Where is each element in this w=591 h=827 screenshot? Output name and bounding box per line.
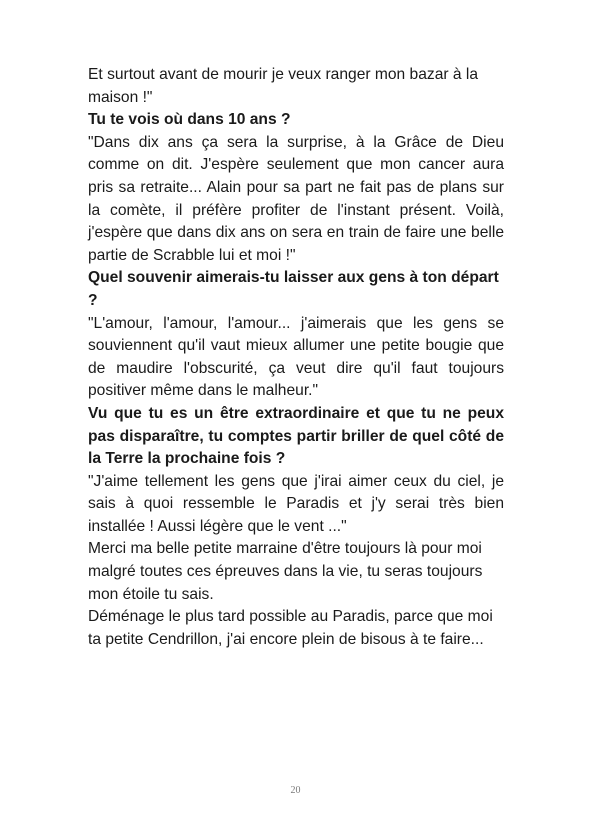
closing-paragraph: Déménage le plus tard possible au Paradis, parce que moi ta petite Cendrillon, j'ai encore plein de bisous à te faire... <box>88 608 493 648</box>
closing-paragraph: Merci ma belle petite marraine d'être toujours là pour moi malgré toutes ces épreuves dans la vie, tu seras toujours mon étoile tu sais. <box>88 540 483 603</box>
text-body <box>88 64 504 651</box>
answer-paragraph: Et surtout avant de mourir je veux ranger mon bazar à la maison !" <box>88 66 479 106</box>
question-heading: Vu que tu es un être extraordinaire et que tu ne peux pas disparaître, tu comptes partir briller de quel côté de la Terre la prochaine fois ? <box>88 404 504 468</box>
answer-paragraph: "Dans dix ans ça sera la surprise, à la Grâce de Dieu comme on dit. J'espère seulement que mon cancer aura pris sa retraite... Alain pour sa part ne fait pas de plans sur la comète, il préfère profiter de l'instant présent. Voilà, j'espère que dans dix ans on sera en train de faire une belle partie de Scrabble lui et moi !" <box>88 133 504 264</box>
page-number: 20 <box>290 785 301 796</box>
question-heading: Quel souvenir aimerais-tu laisser aux gens à ton départ ? <box>88 269 499 309</box>
answer-paragraph: "J'aime tellement les gens que j'irai aimer ceux du ciel, je sais à quoi ressemble le Paradis et j'y serai très bien installée ! Aussi légère que le vent ..." <box>88 472 504 535</box>
question-heading: Tu te vois où dans 10 ans ? <box>88 111 291 129</box>
answer-paragraph: "L'amour, l'amour, l'amour... j'aimerais que les gens se souviennent qu'il vaut mieux allumer une petite bougie que de maudire l'obscurité, ça veut dire qu'il faut toujours positiver même dans le malheur." <box>88 314 504 400</box>
